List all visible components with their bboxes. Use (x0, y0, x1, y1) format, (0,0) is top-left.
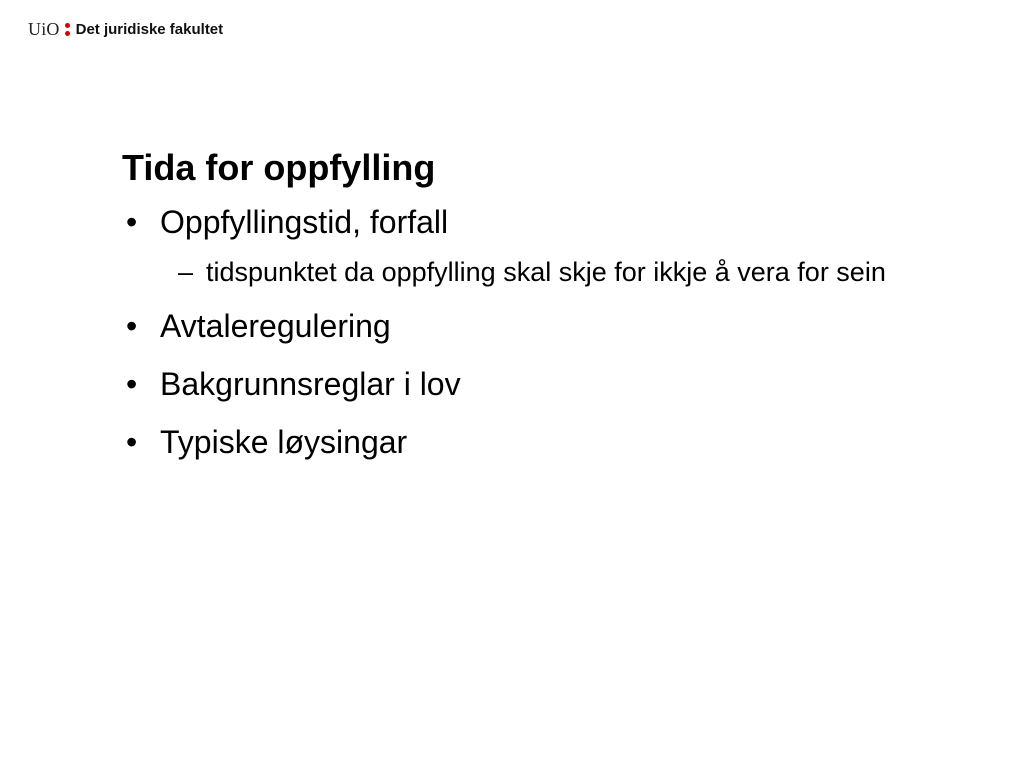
sub-bullet-marker: – (178, 257, 194, 287)
bullet-text: Oppfyllingstid, forfall (160, 204, 449, 240)
bullet-text: Avtaleregulering (160, 308, 391, 344)
bullet-text: Bakgrunnsreglar i lov (160, 366, 461, 402)
bullet-item (122, 304, 962, 348)
logo-uio-text: UiO (28, 18, 60, 39)
bullet-marker: • (126, 424, 138, 460)
bullet-item (122, 200, 962, 290)
sub-bullet-text: tidspunktet da oppfylling skal skje for ikkje å vera for sein (206, 257, 886, 287)
logo-dot-top (65, 23, 70, 28)
sub-bullet-list (160, 254, 962, 290)
logo-dots-icon (65, 23, 70, 36)
bullet-marker: • (126, 204, 138, 240)
logo-faculty-name: Det juridiske fakultet (75, 20, 224, 38)
logo-dot-bottom (65, 31, 70, 36)
bullet-marker: • (126, 308, 138, 344)
sub-bullet-item (160, 254, 996, 290)
bullet-marker: • (126, 366, 138, 402)
bullet-item (122, 420, 962, 464)
uio-logo (28, 16, 223, 42)
bullet-item (122, 362, 962, 406)
slide-title: Tida for oppfylling (122, 147, 436, 188)
bullet-list (122, 200, 962, 478)
bullet-text: Typiske løysingar (160, 424, 408, 460)
